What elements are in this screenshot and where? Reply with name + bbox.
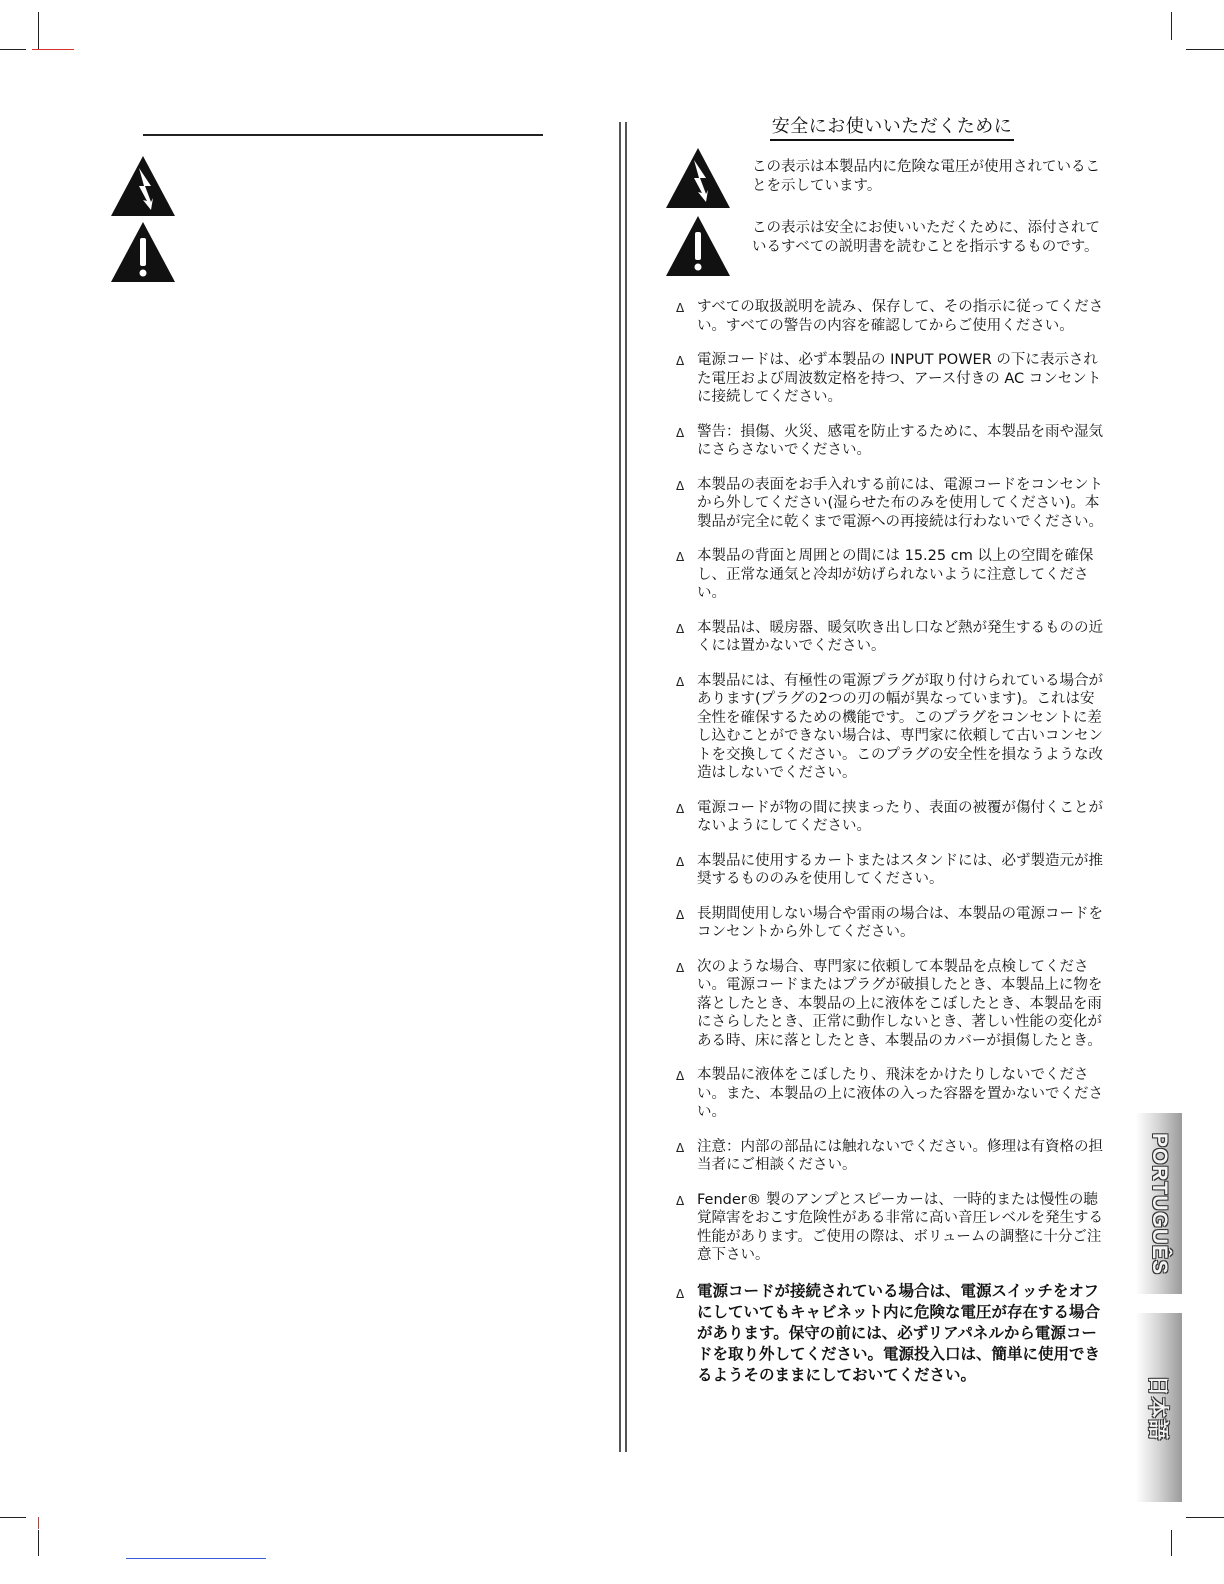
list-item (676, 298, 1108, 335)
bullet-symbol: Δ (676, 1193, 685, 1208)
bullet-symbol: Δ (676, 621, 685, 636)
bullet-symbol: Δ (676, 960, 685, 975)
list-item-text: 本製品は、暖房器、暖気吹き出し口など熱が発生するものの近くには置かないでください。 (697, 619, 1103, 654)
lightning-warning-icon (664, 146, 732, 210)
tab-portugues-label: PORTUGUÊS (1148, 1132, 1171, 1275)
list-item (676, 852, 1108, 889)
list-item-text: 警告：損傷、火災、感電を防止するために、本製品を雨や湿気にさらさないでください。 (697, 423, 1103, 458)
list-item (676, 799, 1108, 836)
list-item-text: 本製品に使用するカートまたはスタンドには、必ず製造元が推奨するもののみを使用してください。 (697, 852, 1103, 887)
list-item (676, 1191, 1108, 1265)
bullet-symbol: Δ (676, 354, 685, 368)
bullet-symbol: Δ (676, 478, 685, 493)
column-divider (625, 122, 627, 1452)
list-item-text: 本製品の背面と周囲との間には 15.25 cm 以上の空間を確保し、正常な通気と冷却が妨げられないように注意してください。 (697, 548, 1094, 601)
lightning-warning-icon (109, 154, 177, 218)
crop-mark (32, 49, 74, 50)
list-item (676, 958, 1108, 1051)
bullet-symbol: Δ (676, 550, 685, 564)
tab-japanese[interactable] (1136, 1313, 1182, 1502)
list-item-text: 長期間使用しない場合や雷雨の場合は、本製品の電源コードをコンセントから外してください。 (697, 905, 1103, 940)
list-item-text: すべての取扱説明を読み、保存して、その指示に従ってください。すべての警告の内容を確認してからご使用ください。 (697, 299, 1104, 334)
exclamation-warning-text: この表示は安全にお使いいただくために、添付されているすべての説明書を読むことを指示するものです。 (752, 220, 1100, 255)
bullet-symbol: Δ (676, 801, 685, 816)
crop-mark (38, 1517, 39, 1529)
list-item-text: Fender® 製のアンプとスピーカーは、一時的または慢性の聴覚障害をおこす危険性がある非常に高い音圧レベルを発生する性能があります。ご使用の際は、ボリュームの調整に十分ご注意下さい。 (697, 1191, 1103, 1263)
bullet-symbol: Δ (676, 1140, 685, 1155)
tab-japanese-label: 日本語 (1146, 1374, 1169, 1441)
bullet-symbol: Δ (676, 425, 685, 440)
list-item (676, 905, 1108, 942)
list-item (676, 547, 1108, 603)
crop-mark (38, 1530, 39, 1556)
crop-mark (1186, 49, 1224, 50)
list-item-text: 電源コードが接続されている場合は、電源スイッチをオフにしていてもキャビネット内に危険な電圧が存在する場合があります。保守の前には、必ずリアパネルから電源コードを取り外してください。電源投入口は、簡単に使用できるようそのままにしておいてください。 (697, 1281, 1101, 1384)
crop-mark (0, 49, 26, 50)
crop-mark (0, 1517, 26, 1518)
list-item-text: 次のような場合、専門家に依頼して本製品を点検してください。電源コードまたはプラグが破損したとき、本製品上に物を落としたとき、本製品の上に液体をこぼしたとき、本製品を雨にさらしたとき、正常に動作しないとき、著しい性能の変化がある時、床に落としたとき、本製品のカバーが損傷したとき。 (697, 958, 1103, 1049)
tab-portugues[interactable] (1136, 1113, 1182, 1294)
safety-instructions-list (676, 298, 1108, 1386)
list-item-text: 本製品に液体をこぼしたり、飛沫をかけたりしないでください。また、本製品の上に液体の入った容器を置かないでください。 (697, 1067, 1103, 1120)
exclamation-warning-icon (664, 214, 732, 278)
list-item (676, 1066, 1108, 1122)
list-item (676, 619, 1108, 656)
column-divider (619, 122, 621, 1452)
list-item (676, 476, 1108, 532)
bullet-symbol: Δ (676, 301, 685, 315)
crop-mark (126, 1558, 266, 1559)
crop-mark (1171, 1530, 1172, 1556)
section-heading-text: 安全にお使いいただくために (770, 116, 1015, 141)
lightning-warning-text: この表示は本製品内に危険な電圧が使用されていることを示しています。 (752, 159, 1100, 194)
bullet-symbol: Δ (676, 1069, 685, 1083)
bullet-symbol: Δ (676, 907, 685, 922)
list-item (676, 672, 1108, 783)
section-heading (0, 112, 1224, 138)
bullet-symbol: Δ (676, 1286, 685, 1301)
list-item-text: 注意：内部の部品には触れないでください。修理は有資格の担当者にご相談ください。 (697, 1138, 1103, 1173)
crop-mark (38, 12, 39, 50)
list-item-text: 本製品には、有極性の電源プラグが取り付けられている場合があります(プラグの2つの刃の幅が異なっています)。これは安全性を確保するための機能です。このプラグをコンセントに差し込むことができない場合は、専門家に依頼して古いコンセントを交換してください。このプラグの安全性を損なうような改造はしないでください。 (697, 672, 1103, 781)
bullet-symbol: Δ (676, 674, 685, 689)
list-item (676, 423, 1108, 460)
crop-mark (1186, 1517, 1224, 1518)
bullet-symbol: Δ (676, 854, 685, 869)
exclamation-warning-icon (109, 220, 177, 284)
list-item-text: 電源コードは、必ず本製品の INPUT POWER の下に表示された電圧および周波数定格を持つ、アース付きの AC コンセントに接続してください。 (697, 352, 1102, 405)
list-item-important (676, 1281, 1108, 1386)
crop-mark (1171, 12, 1172, 40)
list-item-text: 本製品の表面をお手入れする前には、電源コードをコンセントから外してください(湿らせた布のみを使用してください)。本製品が完全に乾くまで電源への再接続は行わないでください。 (697, 476, 1103, 530)
list-item (676, 1138, 1108, 1175)
list-item (676, 351, 1108, 407)
list-item-text: 電源コードが物の間に挟まったり、表面の被覆が傷付くことがないようにしてください。 (697, 799, 1103, 834)
